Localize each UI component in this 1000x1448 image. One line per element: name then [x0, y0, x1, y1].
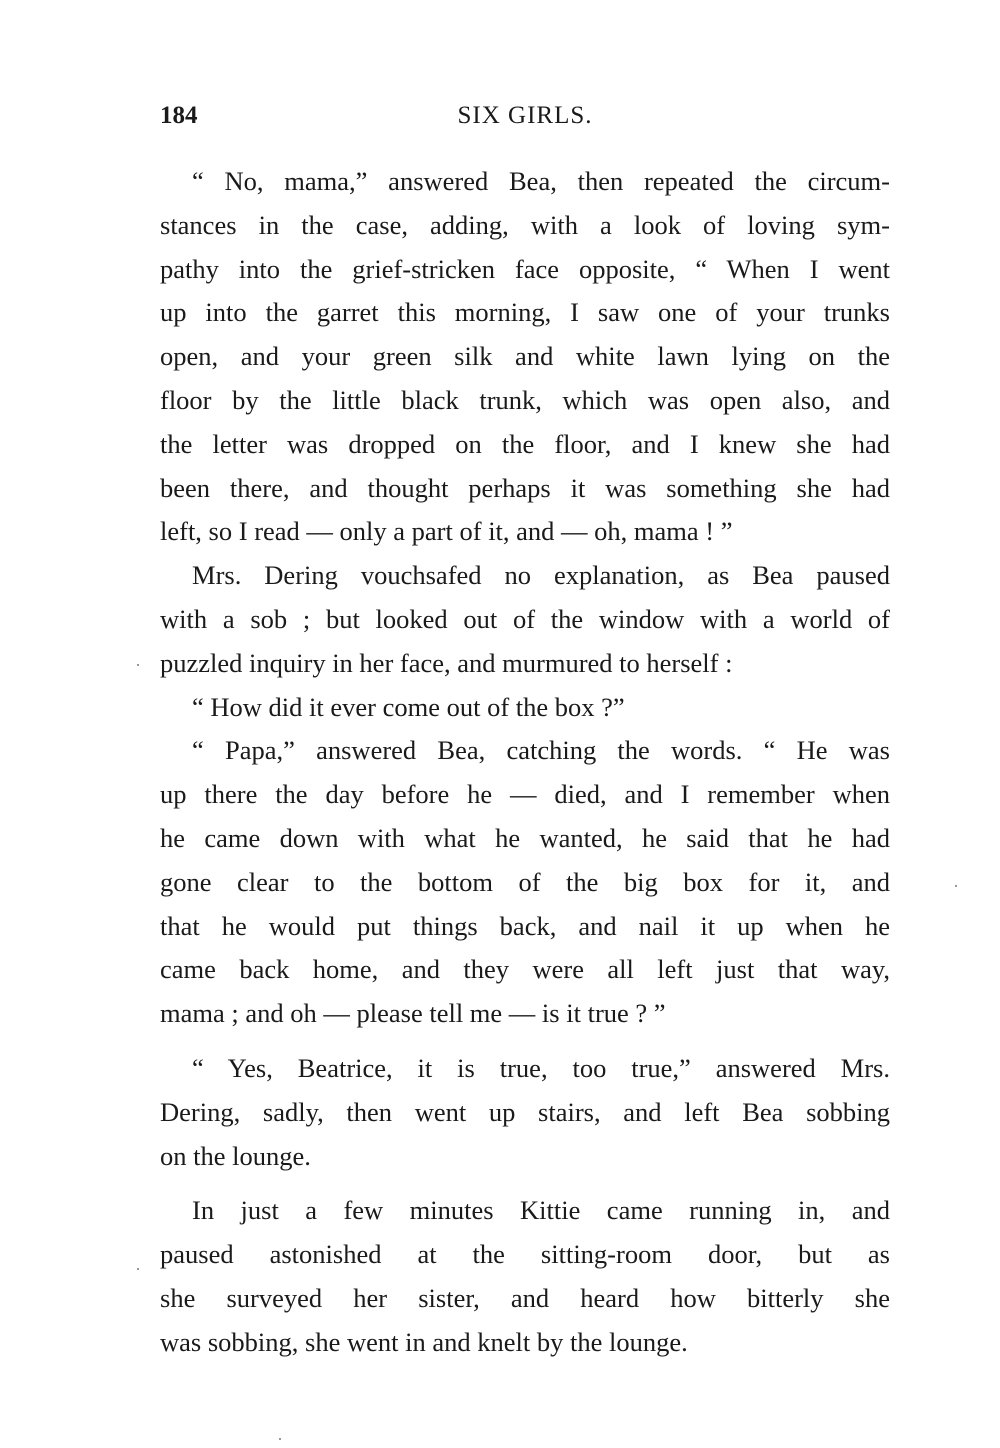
text-line: “ Yes, Beatrice, it is true, too true,” answered Mrs.: [192, 1052, 890, 1083]
running-title: SIX GIRLS.: [457, 102, 593, 129]
text-line: came back home, and they were all left just that way,: [160, 954, 890, 985]
text-line: up there the day before he — died, and I remember when: [160, 779, 890, 810]
text-line: In just a few minutes Kittie came running in, and: [192, 1195, 890, 1226]
paragraph: [160, 729, 890, 1036]
text-line: “ How did it ever come out of the box ?”: [192, 691, 625, 722]
scan-speck: [137, 1268, 139, 1270]
text-line: Dering, sadly, then went up stairs, and left Bea sobbing: [160, 1096, 890, 1127]
text-line: been there, and thought perhaps it was something she had: [160, 472, 890, 503]
text-line: up into the garret this morning, I saw one of your trunks: [160, 297, 890, 328]
paragraph: [160, 160, 890, 554]
text-line: left, so I read — only a part of it, and — oh, mama ! ”: [160, 516, 733, 547]
paragraph: [160, 1189, 890, 1364]
text-line: the letter was dropped on the floor, and I knew she had: [160, 428, 890, 459]
body-text: [160, 160, 890, 1365]
text-line: paused astonished at the sitting-room door, but as: [160, 1239, 890, 1270]
running-head: [160, 98, 890, 134]
text-line: stances in the case, adding, with a look of loving sym-: [160, 209, 890, 240]
scan-speck: [955, 885, 957, 887]
text-line: with a sob ; but looked out of the window with a world of: [160, 603, 890, 634]
text-line: mama ; and oh — please tell me — is it true ? ”: [160, 998, 666, 1029]
text-line: puzzled inquiry in her face, and murmured to herself :: [160, 647, 733, 678]
text-line: on the lounge.: [160, 1140, 311, 1171]
page-number: 184: [160, 102, 198, 129]
text-line: that he would put things back, and nail it up when he: [160, 910, 890, 941]
paragraph: [160, 1047, 890, 1178]
text-line: pathy into the grief-stricken face opposite, “ When I went: [160, 253, 890, 284]
text-line: Mrs. Dering vouchsafed no explanation, as Bea paused: [192, 560, 890, 591]
text-line: open, and your green silk and white lawn lying on the: [160, 341, 890, 372]
text-line: gone clear to the bottom of the big box for it, and: [160, 866, 890, 897]
paragraph: [160, 686, 890, 730]
text-line: floor by the little black trunk, which was open also, and: [160, 384, 890, 415]
scan-speck: [279, 1438, 281, 1440]
text-line: she surveyed her sister, and heard how bitterly she: [160, 1282, 890, 1313]
text-line: “ Papa,” answered Bea, catching the words. “ He was: [192, 735, 890, 766]
text-line: “ No, mama,” answered Bea, then repeated the circum-: [192, 166, 890, 196]
text-line: was sobbing, she went in and knelt by the lounge.: [160, 1326, 688, 1357]
text-line: he came down with what he wanted, he said that he had: [160, 822, 890, 853]
scan-speck: [137, 664, 139, 666]
paragraph: [160, 554, 890, 685]
